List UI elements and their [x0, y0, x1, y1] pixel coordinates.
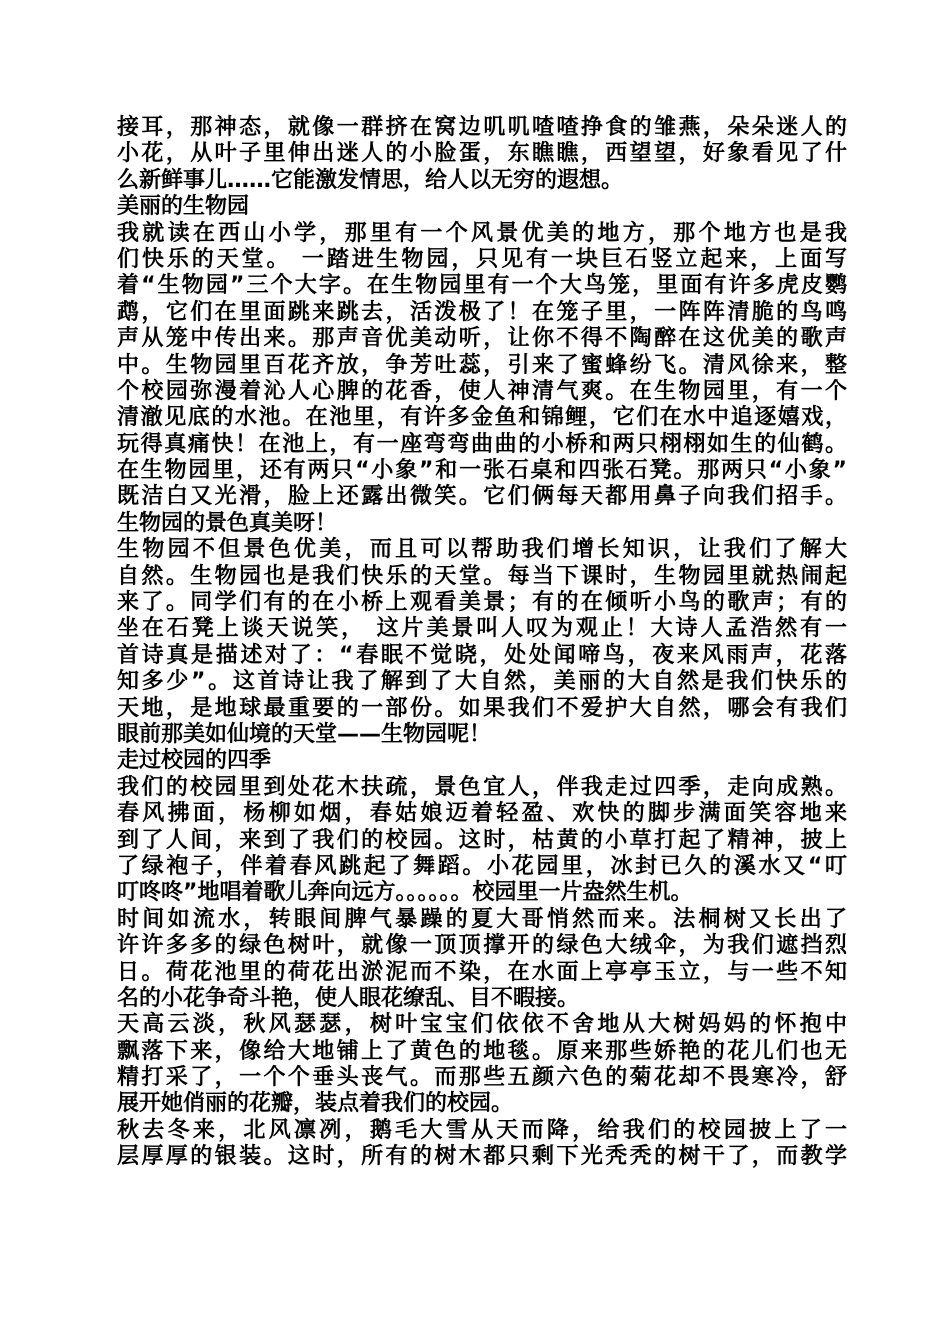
text-line: 个校园弥漫着沁人心脾的花香，使人神清气爽。在生物园里，有一个: [117, 378, 847, 404]
text-line: 鹉，它们在里面跳来跳去，活泼极了！在笼子里，一阵阵清脆的鸟鸣: [117, 299, 847, 325]
text-line: 日。荷花池里的荷花出淤泥而不染，在水面上亭亭玉立，与一些不知: [117, 959, 847, 985]
text-line: 眼前那美如仙境的天堂——生物园呢！: [117, 721, 492, 747]
text-line: 玩得真痛快！在池上，有一座弯弯曲曲的小桥和两只栩栩如生的仙鹤。: [117, 431, 847, 457]
text-line: 着“生物园”三个大字。在生物园里有一个大鸟笼，里面有许多虎皮鹦: [117, 273, 847, 299]
text-line: 么新鲜事儿……它能激发情思，给人以无穷的遐想。: [117, 167, 624, 193]
text-line: 既洁白又光滑，脸上还露出微笑。它们俩每天都用鼻子向我们招手。: [117, 484, 847, 510]
text-line: 小花，从叶子里伸出迷人的小脸蛋，东瞧瞧，西望望，好象看见了什: [117, 141, 847, 167]
body-text: [117, 115, 847, 1171]
text-line: 名的小花争奇斗艳，使人眼花缭乱、目不暇接。: [117, 985, 580, 1011]
text-line: 我就读在西山小学，那里有一个风景优美的地方，那个地方也是我: [117, 220, 847, 246]
text-line: 声从笼中传出来。那声音优美动听，让你不得不陶醉在这优美的歌声: [117, 326, 847, 352]
text-line: 知多少”。这首诗让我了解到了大自然，美丽的大自然是我们快乐的: [117, 669, 847, 695]
text-line: 接耳，那神态，就像一群挤在窝边叽叽喳喳挣食的雏燕，朵朵迷人的: [117, 115, 847, 140]
text-line: 春风拂面，杨柳如烟，春姑娘迈着轻盈、欢快的脚步满面笑容地来: [117, 801, 847, 827]
text-line: 中。生物园里百花齐放，争芳吐蕊，引来了蜜蜂纷飞。清风徐来，整: [117, 352, 847, 378]
text-line: 来了。同学们有的在小桥上观看美景；有的在倾听小鸟的歌声；有的: [117, 590, 847, 616]
text-line: 到了人间，来到了我们的校园。这时，枯黄的小草打起了精神，披上: [117, 827, 847, 853]
text-line: 生物园的景色真美呀！: [117, 510, 338, 536]
text-line: 清澈见底的水池。在池里，有许多金鱼和锦鲤，它们在水中追逐嬉戏，: [117, 405, 847, 431]
text-line: 首诗真是描述对了：“春眠不觉晓，处处闻啼鸟，夜来风雨声，花落: [117, 642, 847, 668]
text-line: 在生物园里，还有两只“小象”和一张石桌和四张石凳。那两只“小象”: [117, 458, 847, 484]
text-line: 秋去冬来，北风凛冽，鹅毛大雪从天而降，给我们的校园披上了一: [117, 1117, 847, 1143]
text-line: 时间如流水，转眼间脾气暴躁的夏大哥悄然而来。法桐树又长出了: [117, 906, 847, 932]
text-line: 走过校园的四季: [117, 748, 272, 774]
text-line: 精打采了，一个个垂头丧气。而那些五颜六色的菊花却不畏寒冷，舒: [117, 1065, 847, 1091]
text-line: 我们的校园里到处花木扶疏，景色宜人，伴我走过四季，走向成熟。: [117, 774, 847, 800]
text-line: 层厚厚的银装。这时，所有的树木都只剩下光秃秃的树干了，而教学: [117, 1144, 847, 1170]
text-line: 天高云淡，秋风瑟瑟，树叶宝宝们依依不舍地从大树妈妈的怀抱中: [117, 1012, 847, 1038]
text-line: 自然。生物园也是我们快乐的天堂。每当下课时，生物园里就热闹起: [117, 563, 847, 589]
text-line: 飘落下来，像给大地铺上了黄色的地毯。原来那些娇艳的花儿们也无: [117, 1038, 847, 1064]
text-line: 们快乐的天堂。 一踏进生物园，只见有一块巨石竖立起来，上面写: [117, 246, 847, 272]
text-line: 天地，是地球最重要的一部份。如果我们不爱护大自然，哪会有我们: [117, 695, 847, 721]
text-line: 展开她俏丽的花瓣，装点着我们的校园。: [117, 1091, 514, 1117]
text-line: 美丽的生物园: [117, 194, 250, 220]
text-line: 坐在石凳上谈天说笑， 这片美景叫人叹为观止！大诗人孟浩然有一: [117, 616, 847, 642]
text-line: 叮咚咚”地唱着歌儿奔向远方。。。。。。校园里一片盎然生机。: [117, 880, 693, 906]
text-line: 生物园不但景色优美，而且可以帮助我们增长知识，让我们了解大: [117, 537, 847, 563]
text-line: 了绿袍子，伴着春风跳起了舞蹈。小花园里，冰封已久的溪水又“叮: [117, 853, 847, 879]
text-line: 许许多多的绿色树叶，就像一顶顶撑开的绿色大绒伞，为我们遮挡烈: [117, 933, 847, 959]
